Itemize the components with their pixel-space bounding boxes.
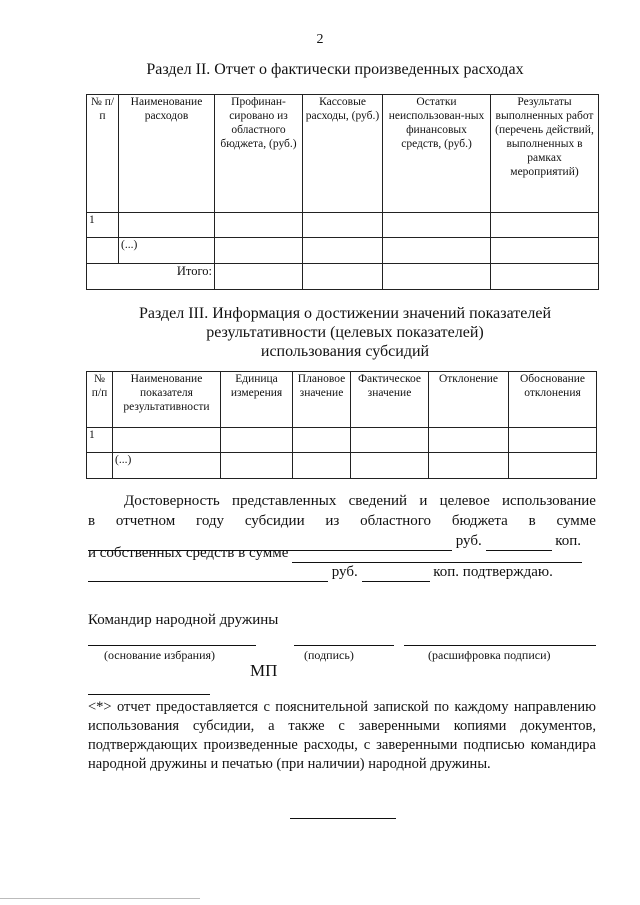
table-row <box>87 213 599 238</box>
commander-label: Командир народной дружины <box>88 612 279 628</box>
col-header-indicator-name: Наименование показателя результативности <box>113 372 221 428</box>
stamp-place: МП <box>250 661 278 680</box>
col-header-financed: Профинан-сировано из областного бюджета, (руб.) <box>215 95 303 213</box>
total-row <box>87 264 599 290</box>
own-funds-field[interactable] <box>292 545 582 563</box>
col-header-justification: Обоснование отклонения <box>509 372 597 428</box>
col-header-unit: Единица измерения <box>221 372 293 428</box>
section-3-title-line1: Раздел III. Информация о достижении значений показателей <box>138 305 552 322</box>
basis-line[interactable] <box>88 645 256 646</box>
statement-line-4: и собственных средств в сумме <box>88 545 600 563</box>
statement-line-5: руб. коп. подтверждаю. <box>88 564 600 582</box>
col-header-planned: Плановое значение <box>293 372 351 428</box>
col-header-cash-expenses: Кассовые расходы, (руб.) <box>303 95 383 213</box>
decoding-caption: (расшифровка подписи) <box>428 648 551 662</box>
col-header-results: Результаты выполненных работ (перечень действий, выполненных в рамках мероприятий) <box>491 95 599 213</box>
statement-line-3: руб. коп. <box>88 533 598 551</box>
total-label: Итого: <box>87 264 215 290</box>
row-name-cell: (...) <box>113 453 221 479</box>
section-3-title-line3: использования субсидий <box>260 343 430 360</box>
basis-caption: (основание избрания) <box>104 648 215 662</box>
table-row <box>87 453 597 479</box>
table-row <box>87 238 599 264</box>
table-row <box>87 428 597 453</box>
col-header-actual: Фактическое значение <box>351 372 429 428</box>
statement-line-1: Достоверность представленных сведений и целевое использование <box>124 493 596 509</box>
statement-line-2: в отчетном году субсидии из областного бюджета в сумме <box>88 513 596 529</box>
row-name-cell: (...) <box>119 238 215 264</box>
section-3-title-line2: результативности (целевых показателей) <box>206 324 484 341</box>
table-header-row <box>87 372 597 428</box>
col-header-remaining-funds: Остатки неиспользован-ных финансовых средств, (руб.) <box>383 95 491 213</box>
indicators-table <box>86 371 597 479</box>
expenses-table <box>86 94 599 290</box>
signature-line[interactable] <box>294 645 394 646</box>
row-number-cell: 1 <box>87 428 113 453</box>
end-divider <box>290 818 396 819</box>
section-2-title: Раздел II. Отчет о фактически произведенных расходах <box>146 61 524 78</box>
col-header-number: № п/п <box>87 95 119 213</box>
col-header-expense-name: Наименование расходов <box>119 95 215 213</box>
table-header-row <box>87 95 599 213</box>
footnote-separator <box>88 694 210 695</box>
own-funds-amount-field[interactable] <box>88 564 328 582</box>
col-header-deviation: Отклонение <box>429 372 509 428</box>
row-number-cell: 1 <box>87 213 119 238</box>
footnote-text: <*> отчет предоставляется с пояснительной запиской по каждому направлению использования субсидии, а также с заверенными копиями документов, подтверждающих произведенные расходы, с заверенными подписью командира народной дружины и печатью (при наличии) народной дружины. <box>88 699 596 772</box>
decoding-line[interactable] <box>404 645 596 646</box>
page-number: 2 <box>316 32 324 47</box>
scan-edge-line <box>0 898 200 899</box>
own-funds-kopecks-field[interactable] <box>362 564 430 582</box>
col-header-number: № п/п <box>87 372 113 428</box>
signature-caption: (подпись) <box>304 648 354 662</box>
